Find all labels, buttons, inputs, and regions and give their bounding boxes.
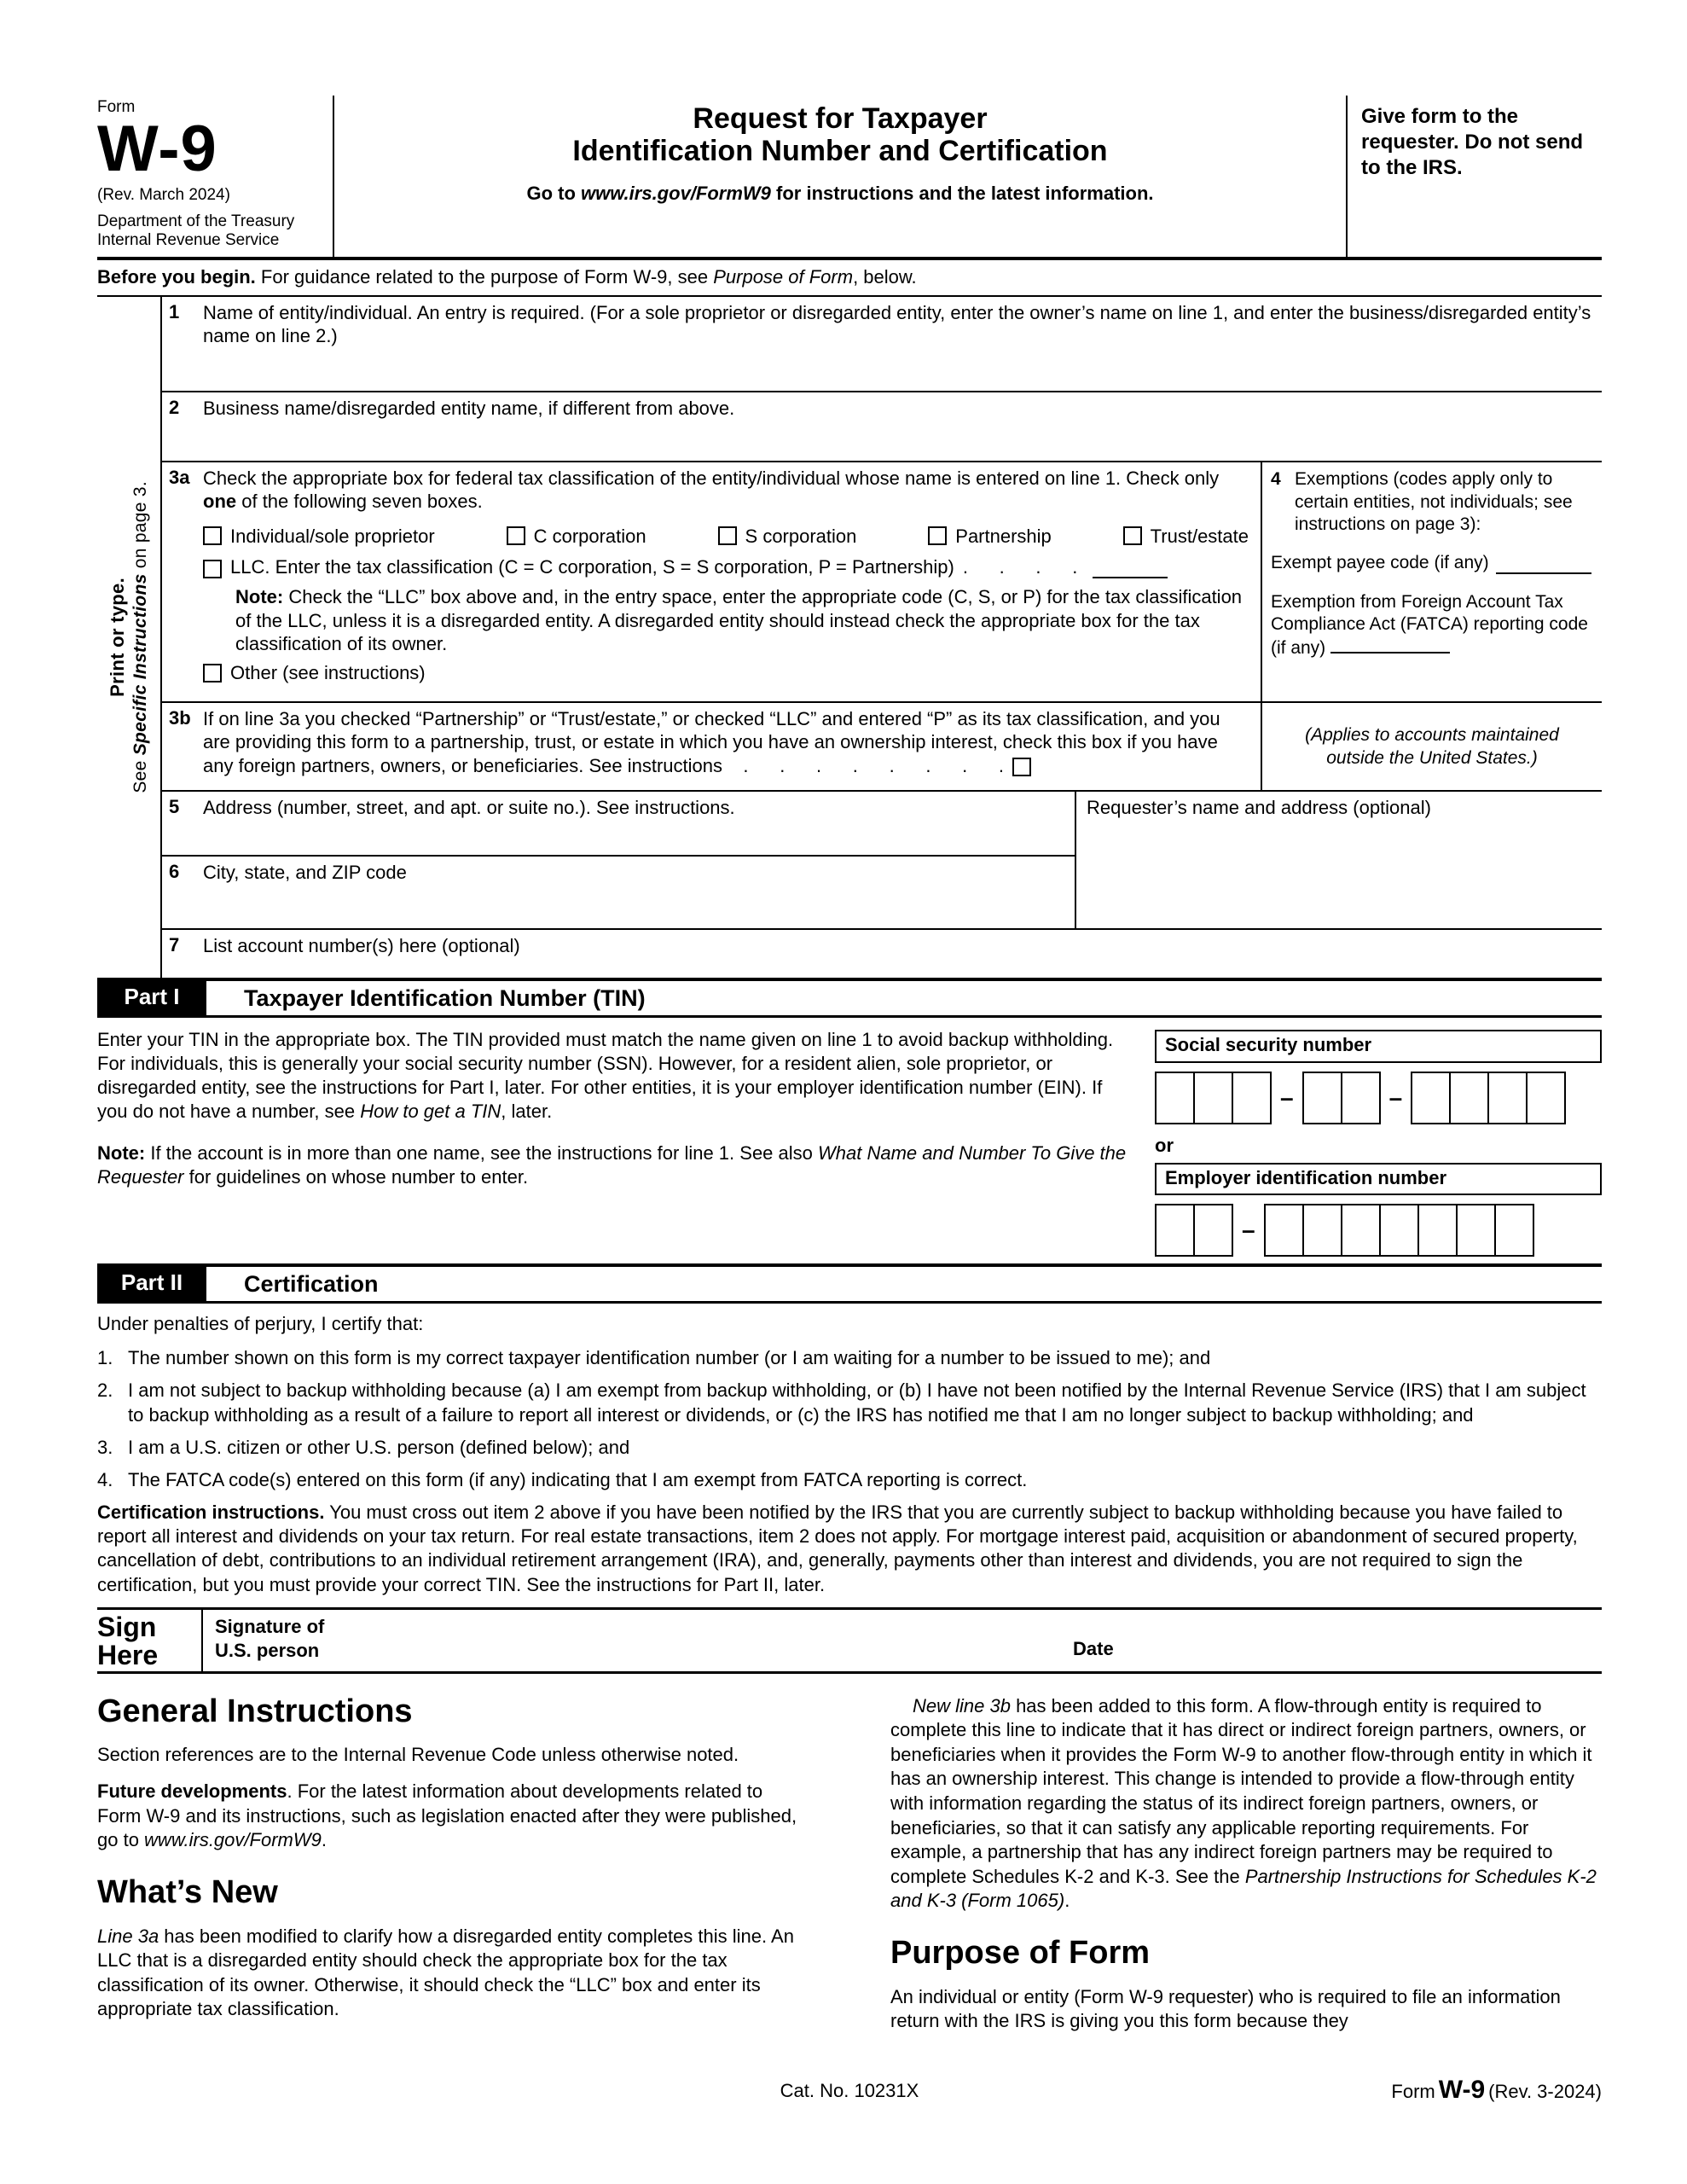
- form-title: Request for Taxpayer Identification Number and Certification: [572, 102, 1108, 168]
- line6-label: City, state, and ZIP code: [203, 862, 407, 884]
- ssn-digit-box[interactable]: [1341, 1072, 1381, 1124]
- fields-rows: [162, 297, 1602, 978]
- classification-option-c-corp: C corporation: [507, 525, 646, 548]
- signature-input[interactable]: [324, 1615, 1073, 1666]
- ein-digit-box[interactable]: [1341, 1204, 1381, 1257]
- certification-instructions: Certification instructions. You must cross out item 2 above if you have been notified by the IRS that you are currently subject to backup withholding because you have failed to report all interest and dividends on your tax return. For real estate transactions, item 2 does not apply. For mortgage interest paid, acquisition or abandonment of secured property, cancellation of debt, contributions to an individual retirement arrangement (IRA), and, generally, payments other than interest and dividends, you are not required to sign the certification, but you must provide your correct TIN. See the instructions for Part II, later.: [97, 1502, 1578, 1595]
- line2-business-name-input[interactable]: [169, 420, 1593, 461]
- ein-digit-box[interactable]: [1155, 1204, 1195, 1257]
- ssn-digit-box[interactable]: [1411, 1072, 1451, 1124]
- ssn-digit-box[interactable]: [1232, 1072, 1272, 1124]
- ssn-dash: –: [1388, 1083, 1403, 1111]
- goto-instructions-line: Go to www.irs.gov/FormW9 for instructions and the latest information.: [526, 183, 1154, 205]
- field-row-2: [162, 392, 1602, 462]
- exempt-payee-code-entry[interactable]: [1496, 555, 1591, 574]
- classification-option-partnership: Partnership: [928, 525, 1052, 548]
- line1-number: 1: [169, 301, 180, 323]
- section-references-paragraph: Section references are to the Internal Revenue Code unless otherwise noted.: [97, 1744, 739, 1766]
- signature-area: [201, 1610, 1602, 1671]
- checkbox-c-corporation[interactable]: [507, 526, 525, 545]
- tin-note: Note: If the account is in more than one name, see the instructions for line 1. See also What Name and Number To Give the Requester for guidelines on whose number to enter.: [97, 1141, 1127, 1188]
- future-developments-paragraph: Future developments. For the latest information about developments related to Form W-9 and its instructions, such as legislation enacted after they were published, go to www.irs.gov/FormW9.: [97, 1780, 797, 1851]
- ssn-label-box: Social security number: [1155, 1030, 1602, 1063]
- requester-box: [1075, 792, 1602, 928]
- certification-item-3: 3. I am a U.S. citizen or other U.S. person (defined below); and: [97, 1436, 630, 1458]
- field-row-5: [162, 792, 1075, 857]
- fatca-code-entry[interactable]: [1330, 636, 1450, 653]
- field-row-1: [162, 297, 1602, 392]
- fatca-exemption-row: [1271, 591, 1591, 659]
- line2-number: 2: [169, 397, 180, 419]
- line4-number: 4: [1271, 469, 1281, 490]
- line7-account-numbers-input[interactable]: [169, 957, 1593, 978]
- field-row-3a: [162, 462, 1602, 703]
- checkbox-trust-estate[interactable]: [1123, 526, 1142, 545]
- ein-digit-box[interactable]: [1264, 1204, 1304, 1257]
- line5-number: 5: [169, 796, 180, 818]
- llc-leader-dots: . . . .: [962, 555, 1078, 578]
- line3a-number: 3a: [169, 467, 190, 489]
- ssn-digit-box[interactable]: [1487, 1072, 1528, 1124]
- line6-city-state-zip-input[interactable]: [169, 884, 1066, 928]
- classification-checkbox-row: [203, 525, 1249, 548]
- part2-label: Part II: [97, 1267, 206, 1301]
- checkbox-llc[interactable]: [203, 560, 222, 578]
- catalog-number: Cat. No. 10231X: [780, 2079, 919, 2101]
- requester-label: Requester’s name and address (optional): [1087, 797, 1431, 819]
- line5-address-input[interactable]: [169, 819, 1066, 855]
- classification-option-individual: Individual/sole proprietor: [203, 525, 435, 548]
- print-or-type-strip: [97, 297, 162, 978]
- exemptions-box: [1261, 462, 1602, 701]
- instructions-left-column: [97, 1694, 809, 2046]
- department-line-1: Department of the Treasury: [97, 212, 295, 230]
- or-label: or: [1155, 1134, 1174, 1156]
- line1-label: Name of entity/individual. An entry is required. (For a sole proprietor or disregarded entity, enter the owner’s name on line 1, and enter the business/disregarded entity’s name on line 2.): [203, 302, 1591, 347]
- part1-title: Taxpayer Identification Number (TIN): [244, 985, 646, 1011]
- ein-digit-box[interactable]: [1456, 1204, 1496, 1257]
- llc-label: LLC. Enter the tax classification (C = C corporation, S = S corporation, P = Partnership): [230, 555, 954, 578]
- line3a-intro: Check the appropriate box for federal tax classification of the entity/individual whose name is entered on line 1. Check only one of the following seven boxes.: [203, 468, 1220, 513]
- applies-note: (Applies to accounts maintained outside the United States.): [1261, 703, 1602, 790]
- whats-new-paragraph: Line 3a has been modified to clarify how a disregarded entity completes this line. An LLC that is a disregarded entity should check the appropriate box for the tax classification of its owner. Otherwise, it should check the “LLC” box and enter its appropriate tax classification.: [97, 1925, 794, 2020]
- other-label: Other (see instructions): [230, 662, 426, 684]
- tin-instructions: [97, 1028, 1133, 1257]
- certification-item-1: 1. The number shown on this form is my correct taxpayer identification number (or I am waiting for a number to be issued to me); and: [97, 1347, 1211, 1369]
- instructions-right-column: [890, 1694, 1602, 2046]
- ssn-digit-box[interactable]: [1302, 1072, 1342, 1124]
- line6-number: 6: [169, 861, 180, 883]
- tin-section: [97, 1018, 1602, 1263]
- purpose-of-form-heading: Purpose of Form: [890, 1935, 1151, 1971]
- ein-digit-box[interactable]: [1302, 1204, 1342, 1257]
- specific-instructions-label: See Specific Instructions on page 3.: [130, 481, 150, 793]
- certification-item-2: 2. I am not subject to backup withholding because (a) I am exempt from backup withholding, or (b) I have not been notified by the Internal Revenue Service (IRS) that I am subject to backup withholding as a result of a failure to report all interest or dividends, or (c) the IRS has notified me that I am no longer subject to backup withholding; and: [97, 1380, 1586, 1426]
- form-header: [97, 96, 1602, 260]
- field-row-6: [162, 857, 1075, 928]
- line5-label: Address (number, street, and apt. or suite no.). See instructions.: [203, 797, 735, 819]
- form-revision: (Rev. March 2024): [97, 186, 230, 205]
- certification-intro: Under penalties of perjury, I certify that:: [97, 1313, 424, 1335]
- part1-header: [97, 978, 1602, 1018]
- print-or-type-label: Print or type.: [106, 578, 128, 698]
- exemptions-label: Exemptions (codes apply only to certain entities, not individuals; see instructions on page 3):: [1295, 469, 1573, 535]
- line3a-content: [162, 462, 1261, 701]
- irs-url: www.irs.gov/FormW9: [581, 183, 771, 205]
- line3b-content: [162, 703, 1261, 790]
- general-instructions-heading: General Instructions: [97, 1693, 413, 1729]
- form-title-block: [334, 96, 1346, 257]
- checkbox-other[interactable]: [203, 664, 222, 682]
- ein-digit-box[interactable]: [1494, 1204, 1534, 1257]
- ssn-digit-box[interactable]: [1193, 1072, 1233, 1124]
- line7-label: List account number(s) here (optional): [203, 935, 520, 957]
- ssn-digit-box[interactable]: [1526, 1072, 1566, 1124]
- llc-classification-entry[interactable]: [1093, 558, 1168, 578]
- part1-label: Part I: [97, 981, 206, 1015]
- fatca-label: Exemption from Foreign Account Tax Compliance Act (FATCA) reporting code (if any): [1271, 591, 1588, 658]
- instructions-section: [97, 1694, 1602, 2046]
- footer-form-id: Form W-9 (Rev. 3-2024): [1391, 2075, 1602, 2104]
- before-you-begin: Before you begin. For guidance related to the purpose of Form W-9, see Purpose of Form, below.: [97, 260, 1602, 297]
- field-row-7: [162, 930, 1602, 978]
- checkbox-individual-sole-proprietor[interactable]: [203, 526, 222, 545]
- tin-number-boxes: [1155, 1028, 1602, 1257]
- exempt-payee-label: Exempt payee code (if any): [1271, 552, 1489, 572]
- checkbox-s-corporation[interactable]: [718, 526, 737, 545]
- ein-digit-row: [1155, 1204, 1602, 1257]
- ssn-digit-row: [1155, 1072, 1602, 1124]
- part2-title: Certification: [244, 1270, 379, 1297]
- form-identity-block: [97, 96, 334, 257]
- new-line-3b-paragraph: New line 3b has been added to this form. A flow-through entity is required to complete this line to indicate that it has direct or indirect foreign partners, owners, or beneficiaries when it provides the Form W-9 to another flow-through entity in which it has an ownership interest. This change is intended to provide a flow-through entity with information regarding the status of its indirect foreign partners, owners, or beneficiaries, so that it can satisfy any applicable reporting requirements. For example, a partnership that has any indirect foreign partners may be required to complete Schedules K-2 and K-3. See the Partnership Instructions for Schedules K-2 and K-3 (Form 1065).: [890, 1694, 1597, 1912]
- certification-item-4: 4. The FATCA code(s) entered on this form (if any) indicating that I am exempt from FATCA reporting is correct.: [97, 1468, 1028, 1490]
- date-area: [1073, 1615, 1602, 1666]
- classification-option-s-corp: S corporation: [718, 525, 857, 548]
- tin-paragraph: Enter your TIN in the appropriate box. The TIN provided must match the name given on line 1 to avoid backup withholding. For individuals, this is generally your social security number (SSN). However, for a resident alien, sole proprietor, or disregarded entity, see the instructions for Part I, later. For other entities, it is your employer identification number (EIN). If you do not have a number, see How to get a TIN, later.: [97, 1028, 1114, 1123]
- requester-name-address-input[interactable]: [1087, 820, 1591, 897]
- field-row-3b: [162, 703, 1602, 792]
- page-footer: [97, 2075, 1602, 2109]
- department-line-2: Internal Revenue Service: [97, 230, 280, 249]
- ein-digit-box[interactable]: [1417, 1204, 1458, 1257]
- form-fields-table: [97, 297, 1602, 978]
- ein-digit-box[interactable]: [1193, 1204, 1233, 1257]
- ein-label-box: Employer identification number: [1155, 1163, 1602, 1196]
- other-option-row: [203, 661, 1252, 684]
- date-label: Date: [1073, 1637, 1114, 1659]
- exempt-payee-row: [1271, 552, 1591, 574]
- signature-label: Signature of U.S. person: [215, 1615, 325, 1661]
- checkbox-foreign-partners[interactable]: [1012, 758, 1031, 776]
- ein-dash: –: [1242, 1217, 1255, 1244]
- line2-label: Business name/disregarded entity name, if different from above.: [203, 398, 735, 420]
- line3b-number: 3b: [169, 707, 191, 729]
- part2-header: [97, 1263, 1602, 1304]
- give-form-notice: Give form to the requester. Do not send to the IRS.: [1346, 96, 1602, 257]
- ein-digit-box[interactable]: [1379, 1204, 1419, 1257]
- field-rows-5-6: [162, 792, 1602, 930]
- line1-name-input[interactable]: [169, 348, 1593, 391]
- sign-here-row: [97, 1607, 1602, 1674]
- ssn-digit-box[interactable]: [1155, 1072, 1195, 1124]
- llc-note: Note: Check the “LLC” box above and, in the entry space, enter the appropriate code (C, S, or P) for the tax classification of the LLC, unless it is a disregarded entity. A disregarded entity should instead check the appropriate box for the tax classification of its owner.: [235, 586, 1243, 654]
- form-number: W-9: [97, 113, 217, 186]
- certification-section: [97, 1304, 1602, 1607]
- llc-option-row: [203, 555, 1252, 578]
- purpose-of-form-paragraph: An individual or entity (Form W-9 requester) who is required to file an information return with the IRS is giving you this form because they: [890, 1985, 1561, 2032]
- line3b-label: If on line 3a you checked “Partnership” or “Trust/estate,” or checked “LLC” and entered “P” as its tax classification, and you are providing this form to a partnership, trust, or estate in which you have an ownership interest, check this box if you have any foreign partners, owners, or beneficiaries. See instructions . . . . . . . .: [203, 708, 1220, 776]
- ssn-digit-box[interactable]: [1449, 1072, 1489, 1124]
- sign-here-label: Sign Here: [97, 1611, 159, 1671]
- whats-new-heading: What’s New: [97, 1873, 278, 1910]
- form-word: Form: [97, 98, 136, 116]
- checkbox-partnership[interactable]: [928, 526, 947, 545]
- ssn-dash: –: [1280, 1083, 1294, 1111]
- line3b-leader-dots: . . . . . . . .: [722, 754, 1005, 776]
- classification-option-trust-estate: Trust/estate: [1123, 525, 1249, 548]
- line7-number: 7: [169, 934, 180, 956]
